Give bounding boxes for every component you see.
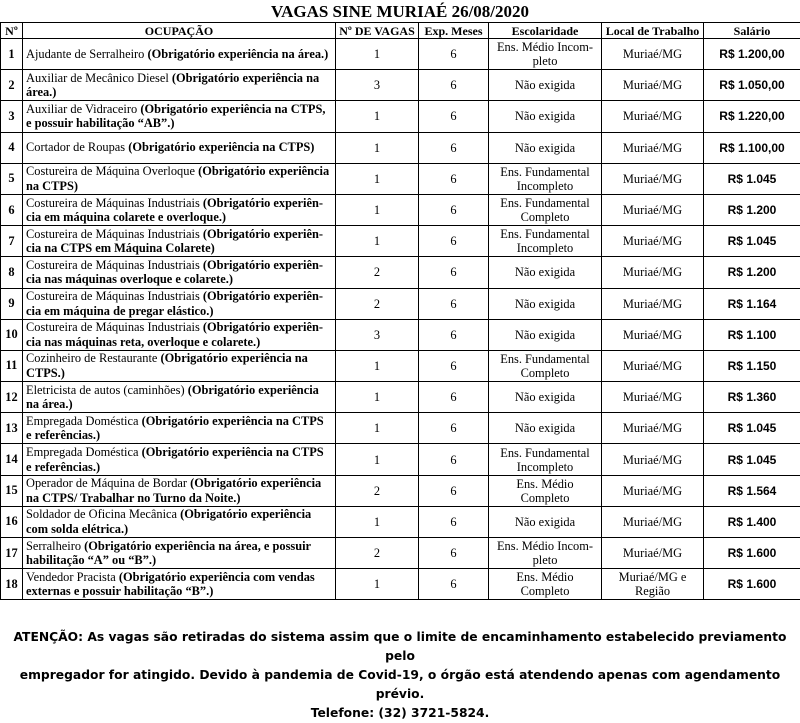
experience-cell: 6 (419, 569, 489, 600)
location-cell: Muriaé/MG (602, 101, 704, 132)
salary-cell: R$ 1.200 (704, 194, 800, 225)
experience-cell: 6 (419, 382, 489, 413)
occupation-name: Serralheiro (26, 539, 81, 553)
education-cell: Não exigida (489, 506, 602, 537)
header-number: Nº (1, 23, 23, 39)
experience-cell: 6 (419, 350, 489, 381)
education-cell: Não exigida (489, 288, 602, 319)
table-row (1, 350, 800, 381)
vacancies-cell: 1 (336, 132, 419, 163)
vacancies-cell: 1 (336, 382, 419, 413)
occupation-name: Eletricista de autos (caminhões) (26, 383, 185, 397)
occupation-requirement: (Obrigatório experiên-cia em máquina de pregar elástico.) (26, 289, 323, 318)
row-number: 12 (1, 382, 23, 413)
salary-cell: R$ 1.045 (704, 226, 800, 257)
occupation-requirement: (Obrigatório experiên-cia na CTPS em Máquina Colarete) (26, 227, 323, 256)
education-cell: Não exigida (489, 413, 602, 444)
vacancies-cell: 1 (336, 569, 419, 600)
salary-cell: R$ 1.200 (704, 257, 800, 288)
header-occupation: OCUPAÇÃO (23, 23, 336, 39)
occupation-cell (23, 226, 336, 257)
row-number: 10 (1, 319, 23, 350)
location-cell: Muriaé/MG (602, 194, 704, 225)
location-cell: Muriaé/MG (602, 163, 704, 194)
occupation-requirement: (Obrigatório experiência na área.) (26, 383, 319, 412)
row-number: 15 (1, 475, 23, 506)
vacancies-cell: 1 (336, 444, 419, 475)
occupation-requirement: (Obrigatório experiência na área.) (26, 71, 319, 100)
header-location: Local de Trabalho (602, 23, 704, 39)
occupation-requirement: (Obrigatório experiência na CTPS) (128, 140, 314, 154)
vacancies-cell: 1 (336, 226, 419, 257)
occupation-requirement: (Obrigatório experiência na CTPS e referências.) (26, 445, 324, 474)
occupation-cell (23, 538, 336, 569)
occupation-cell (23, 475, 336, 506)
occupation-requirement: (Obrigatório experiência na área.) (147, 47, 328, 61)
location-cell: Muriaé/MG (602, 538, 704, 569)
experience-cell: 6 (419, 132, 489, 163)
salary-cell: R$ 1.050,00 (704, 70, 800, 101)
experience-cell: 6 (419, 319, 489, 350)
location-cell: Muriaé/MG (602, 257, 704, 288)
table-body (1, 39, 800, 600)
occupation-name: Costureira de Máquinas Industriais (26, 289, 200, 303)
vacancies-cell: 2 (336, 257, 419, 288)
row-number: 17 (1, 538, 23, 569)
education-cell: Não exigida (489, 319, 602, 350)
occupation-name: Soldador de Oficina Mecânica (26, 507, 177, 521)
occupation-name: Empregada Doméstica (26, 445, 139, 459)
education-cell: Ens. Fundamental Incompleto (489, 226, 602, 257)
vacancies-cell: 2 (336, 475, 419, 506)
location-cell: Muriaé/MG e Região (602, 569, 704, 600)
salary-cell: R$ 1.220,00 (704, 101, 800, 132)
occupation-cell (23, 288, 336, 319)
row-number: 2 (1, 70, 23, 101)
occupation-name: Vendedor Pracista (26, 570, 116, 584)
location-cell: Muriaé/MG (602, 226, 704, 257)
vacancies-cell: 3 (336, 319, 419, 350)
occupation-requirement: (Obrigatório experiên-cia em máquina colarete e overloque.) (26, 196, 323, 225)
experience-cell: 6 (419, 257, 489, 288)
row-number: 14 (1, 444, 23, 475)
education-cell: Não exigida (489, 70, 602, 101)
occupation-cell (23, 444, 336, 475)
education-cell: Ens. Médio Incom-pleto (489, 538, 602, 569)
experience-cell: 6 (419, 506, 489, 537)
occupation-name: Costureira de Máquinas Industriais (26, 227, 200, 241)
vacancies-cell: 1 (336, 163, 419, 194)
row-number: 5 (1, 163, 23, 194)
salary-cell: R$ 1.045 (704, 444, 800, 475)
experience-cell: 6 (419, 226, 489, 257)
occupation-name: Costureira de Máquinas Industriais (26, 320, 200, 334)
occupation-cell (23, 194, 336, 225)
experience-cell: 6 (419, 475, 489, 506)
row-number: 16 (1, 506, 23, 537)
salary-cell: R$ 1.100 (704, 319, 800, 350)
table-row (1, 475, 800, 506)
vacancies-table (0, 22, 800, 600)
occupation-name: Auxiliar de Vidraceiro (26, 102, 137, 116)
vacancies-cell: 1 (336, 194, 419, 225)
education-cell: Não exigida (489, 101, 602, 132)
notice-footer (0, 628, 800, 723)
occupation-name: Cortador de Roupas (26, 140, 125, 154)
row-number: 11 (1, 350, 23, 381)
table-row (1, 382, 800, 413)
vacancies-cell: 1 (336, 39, 419, 70)
phone-line: Telefone: (32) 3721-5824. (0, 704, 800, 723)
salary-cell: R$ 1.360 (704, 382, 800, 413)
location-cell: Muriaé/MG (602, 70, 704, 101)
table-row (1, 444, 800, 475)
education-cell: Não exigida (489, 382, 602, 413)
table-row (1, 569, 800, 600)
salary-cell: R$ 1.400 (704, 506, 800, 537)
location-cell: Muriaé/MG (602, 444, 704, 475)
occupation-requirement: (Obrigatório experiên-cia nas máquinas overloque e colarete.) (26, 258, 323, 287)
education-cell: Ens. Fundamental Completo (489, 194, 602, 225)
experience-cell: 6 (419, 194, 489, 225)
occupation-name: Operador de Máquina de Bordar (26, 476, 187, 490)
row-number: 18 (1, 569, 23, 600)
occupation-requirement: (Obrigatório experiência na CTPS e referências.) (26, 414, 324, 443)
table-row (1, 226, 800, 257)
location-cell: Muriaé/MG (602, 132, 704, 163)
location-cell: Muriaé/MG (602, 319, 704, 350)
salary-cell: R$ 1.045 (704, 413, 800, 444)
experience-cell: 6 (419, 39, 489, 70)
row-number: 8 (1, 257, 23, 288)
education-cell: Ens. Fundamental Completo (489, 350, 602, 381)
vacancies-cell: 1 (336, 506, 419, 537)
table-row (1, 506, 800, 537)
row-number: 6 (1, 194, 23, 225)
vacancies-cell: 3 (336, 70, 419, 101)
notice-line-1: ATENÇÃO: As vagas são retiradas do sistema assim que o limite de encaminhamento estabelecido previamento pelo (0, 628, 800, 666)
occupation-requirement: (Obrigatório experiência com solda elétrica.) (26, 507, 311, 536)
occupation-cell (23, 506, 336, 537)
occupation-requirement: (Obrigatório experiên-cia nas máquinas reta, overloque e colarete.) (26, 320, 323, 349)
table-row (1, 413, 800, 444)
page-title: VAGAS SINE MURIAÉ 26/08/2020 (0, 2, 800, 22)
education-cell: Ens. Médio Completo (489, 475, 602, 506)
table-row (1, 257, 800, 288)
occupation-name: Ajudante de Serralheiro (26, 47, 144, 61)
occupation-cell (23, 413, 336, 444)
table-row (1, 319, 800, 350)
occupation-requirement: (Obrigatório experiência na CTPS) (26, 164, 329, 193)
occupation-name: Costureira de Máquinas Industriais (26, 196, 200, 210)
location-cell: Muriaé/MG (602, 475, 704, 506)
occupation-cell (23, 132, 336, 163)
experience-cell: 6 (419, 538, 489, 569)
row-number: 4 (1, 132, 23, 163)
education-cell: Não exigida (489, 132, 602, 163)
education-cell: Ens. Médio Incom-pleto (489, 39, 602, 70)
salary-cell: R$ 1.600 (704, 569, 800, 600)
location-cell: Muriaé/MG (602, 413, 704, 444)
header-vacancies: Nº DE VAGAS (336, 23, 419, 39)
row-number: 9 (1, 288, 23, 319)
vacancies-cell: 1 (336, 101, 419, 132)
notice-line-2: empregador for atingido. Devido à pandemia de Covid-19, o órgão está atendendo apenas com agendamento prévio. (0, 666, 800, 704)
occupation-requirement: (Obrigatório experiência na área, e possuir habilitação “A” ou “B”.) (26, 539, 311, 568)
education-cell: Ens. Fundamental Incompleto (489, 163, 602, 194)
table-header-row (1, 23, 800, 39)
occupation-requirement: (Obrigatório experiência na CTPS.) (26, 351, 308, 380)
experience-cell: 6 (419, 444, 489, 475)
occupation-cell (23, 101, 336, 132)
vacancies-cell: 2 (336, 538, 419, 569)
salary-cell: R$ 1.100,00 (704, 132, 800, 163)
occupation-name: Costureira de Máquina Overloque (26, 164, 195, 178)
table-row (1, 538, 800, 569)
vacancies-cell: 1 (336, 350, 419, 381)
experience-cell: 6 (419, 70, 489, 101)
row-number: 13 (1, 413, 23, 444)
occupation-cell (23, 350, 336, 381)
occupation-name: Costureira de Máquinas Industriais (26, 258, 200, 272)
table-row (1, 288, 800, 319)
location-cell: Muriaé/MG (602, 506, 704, 537)
salary-cell: R$ 1.150 (704, 350, 800, 381)
occupation-cell (23, 257, 336, 288)
occupation-requirement: (Obrigatório experiência na CTPS/ Trabalhar no Turno da Noite.) (26, 476, 321, 505)
occupation-cell (23, 569, 336, 600)
experience-cell: 6 (419, 163, 489, 194)
experience-cell: 6 (419, 101, 489, 132)
occupation-name: Cozinheiro de Restaurante (26, 351, 157, 365)
occupation-cell (23, 39, 336, 70)
occupation-cell (23, 319, 336, 350)
table-row (1, 194, 800, 225)
header-salary: Salário (704, 23, 800, 39)
salary-cell: R$ 1.564 (704, 475, 800, 506)
experience-cell: 6 (419, 288, 489, 319)
table-row (1, 101, 800, 132)
salary-cell: R$ 1.045 (704, 163, 800, 194)
occupation-name: Auxiliar de Mecânico Diesel (26, 71, 169, 85)
row-number: 7 (1, 226, 23, 257)
salary-cell: R$ 1.200,00 (704, 39, 800, 70)
table-row (1, 132, 800, 163)
occupation-cell (23, 163, 336, 194)
row-number: 1 (1, 39, 23, 70)
row-number: 3 (1, 101, 23, 132)
salary-cell: R$ 1.600 (704, 538, 800, 569)
experience-cell: 6 (419, 413, 489, 444)
location-cell: Muriaé/MG (602, 382, 704, 413)
education-cell: Ens. Médio Completo (489, 569, 602, 600)
header-experience: Exp. Meses (419, 23, 489, 39)
occupation-cell (23, 70, 336, 101)
table-row (1, 163, 800, 194)
location-cell: Muriaé/MG (602, 39, 704, 70)
occupation-cell (23, 382, 336, 413)
table-row (1, 70, 800, 101)
occupation-requirement: (Obrigatório experiência na CTPS, e possuir habilitação “AB”.) (26, 102, 325, 131)
location-cell: Muriaé/MG (602, 350, 704, 381)
education-cell: Ens. Fundamental Incompleto (489, 444, 602, 475)
education-cell: Não exigida (489, 257, 602, 288)
table-row (1, 39, 800, 70)
salary-cell: R$ 1.164 (704, 288, 800, 319)
location-cell: Muriaé/MG (602, 288, 704, 319)
occupation-name: Empregada Doméstica (26, 414, 139, 428)
vacancies-cell: 2 (336, 288, 419, 319)
vacancies-cell: 1 (336, 413, 419, 444)
header-education: Escolaridade (489, 23, 602, 39)
occupation-requirement: (Obrigatório experiência com vendas externas e possuir habilitação “B”.) (26, 570, 315, 599)
